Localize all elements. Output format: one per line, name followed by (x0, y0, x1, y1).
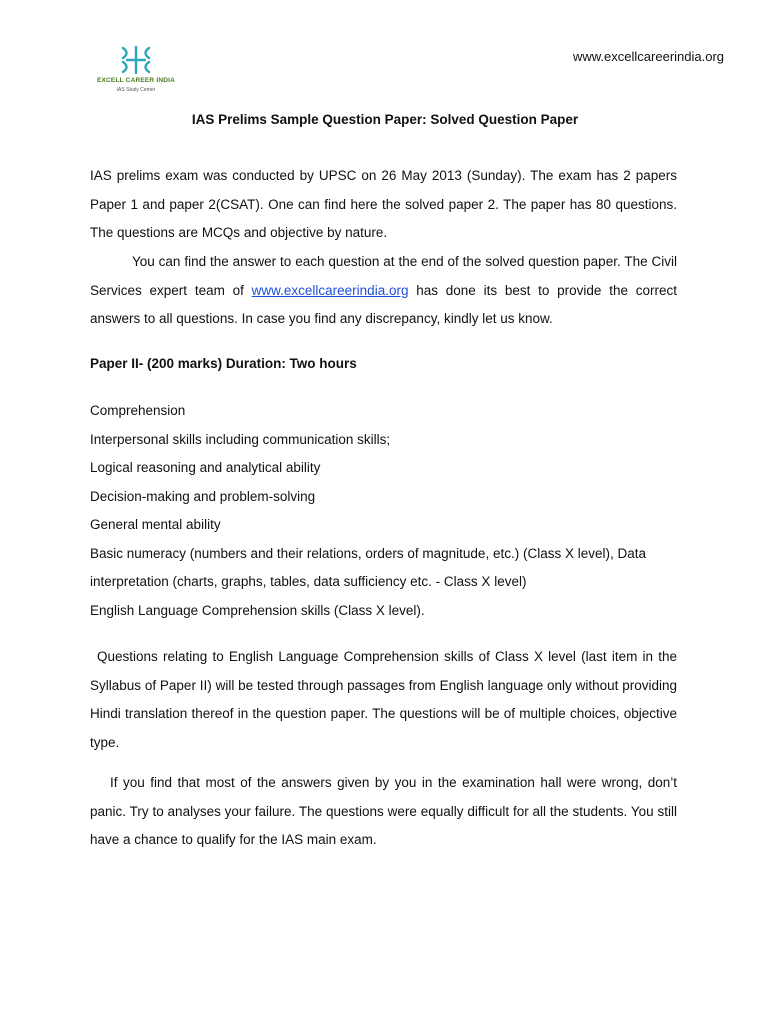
english-comprehension-text: Questions relating to English Language Comprehension skills of Class X level (last item in the Syllabus of Paper II) will be tested through passages from English language only without providing Hindi translation thereof in the question paper. The questions will be of multiple choices, objective type. (90, 649, 677, 750)
answers-text-before: You can find the answer to each question at the end of the solved question paper. The Civil Services expert team of (90, 254, 677, 298)
syllabus-item: English Language Comprehension skills (Class X level). (90, 602, 425, 618)
answers-paragraph (90, 248, 677, 334)
syllabus-list (90, 397, 677, 625)
syllabus-item: Interpersonal skills including communication skills; (90, 431, 391, 447)
document-title: IAS Prelims Sample Question Paper: Solved Question Paper (191, 112, 579, 127)
english-comprehension-paragraph (90, 643, 677, 757)
site-link[interactable]: www.excellcareerindia.org (251, 282, 409, 298)
answers-text-after: has done its best to provide the correct answers to all questions. In case you find any discrepancy, kindly let us know. (90, 282, 677, 326)
syllabus-item: Logical reasoning and analytical ability (90, 460, 321, 475)
logo-name: EXCELL CAREER INDIA (96, 77, 176, 84)
syllabus-item: General mental ability (90, 517, 221, 532)
syllabus-item: Comprehension (90, 403, 186, 418)
excell-career-india-logo (88, 44, 184, 98)
syllabus-item: Decision-making and problem-solving (90, 488, 316, 504)
intro-paragraph: IAS prelims exam was conducted by UPSC on 26 May 2013 (Sunday). The exam has 2 papers Paper 1 and paper 2(CSAT). One can find here the solved paper 2. The paper has 80 questions. The questions are MCQs and objective by nature. (90, 168, 677, 240)
logo-mark-icon (118, 44, 154, 76)
advice-paragraph (90, 769, 677, 855)
header-site-url: www.excellcareerindia.org (573, 49, 725, 64)
advice-text: If you find that most of the answers given by you in the examination hall were wrong, don’t panic. Try to analyses your failure. The questions were equally difficult for all the students. You still have a chance to qualify for the IAS main exam. (90, 775, 677, 847)
syllabus-item: Basic numeracy (numbers and their relations, orders of magnitude, etc.) (Class X level), Data interpretation (charts, graphs, tables, data sufficiency etc. - Class X level) (90, 545, 646, 589)
paper-heading: Paper II- (200 marks) Duration: Two hours (90, 356, 357, 371)
logo-tagline: IAS Study Center (116, 87, 156, 93)
